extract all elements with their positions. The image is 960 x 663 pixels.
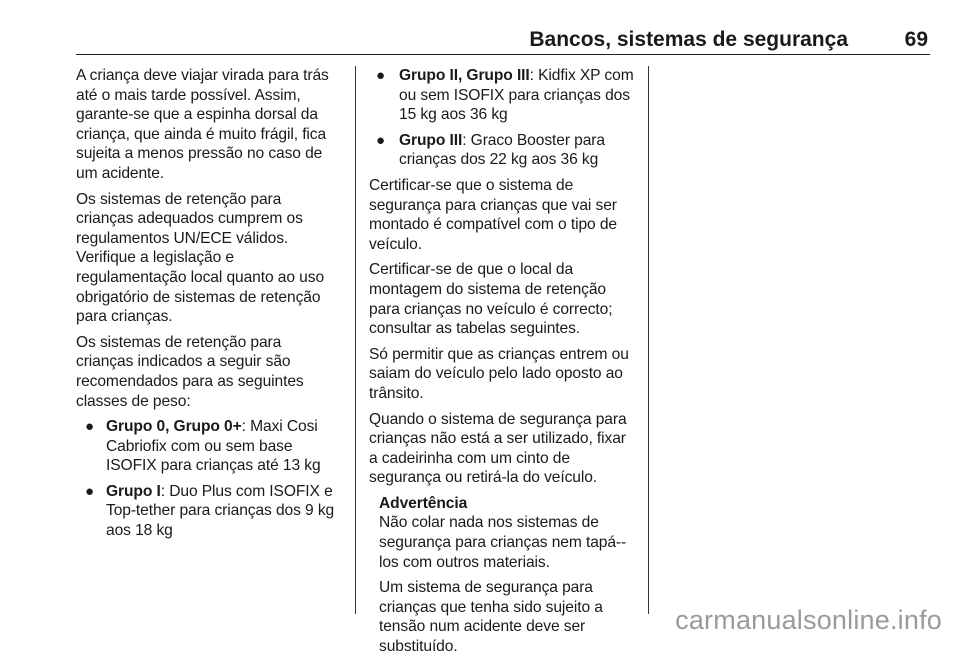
list-item-text: : Kidfix XP com ou sem ISOFIX para crianças dos 15 kg aos 36 kg bbox=[399, 67, 634, 124]
paragraph: Os sistemas de retenção para crianças indicados a seguir são recomendados para as seguintes classes de peso: bbox=[76, 333, 304, 410]
list-item bbox=[369, 131, 637, 170]
group-label: Grupo I bbox=[106, 482, 161, 500]
bullet-list bbox=[76, 417, 342, 541]
bullet-icon: ● bbox=[376, 131, 385, 149]
paragraph: A criança deve viajar virada para trás até o mais tarde possível. Assim, garante-se que a espinha dorsal da criança, que ainda é muito frágil, fica sujeita a menos pressão no caso de um acidente. bbox=[76, 67, 329, 182]
group-label: Grupo II, Grupo III bbox=[399, 67, 530, 84]
list-item-text: : Duo Plus com ISOFIX e Top-tether para crianças dos 9 kg aos 18 kg bbox=[106, 482, 335, 540]
bullet-list bbox=[369, 66, 637, 170]
right-column bbox=[369, 66, 637, 663]
bullet-icon: ● bbox=[85, 418, 94, 436]
warning-title: Advertência bbox=[379, 494, 468, 512]
section-title: Bancos, sistemas de segurança bbox=[529, 28, 848, 51]
bullet-icon: ● bbox=[85, 482, 94, 500]
group-label: Grupo III bbox=[399, 131, 463, 149]
warning-box bbox=[369, 494, 637, 657]
page-header bbox=[76, 28, 930, 55]
list-item bbox=[76, 482, 342, 541]
bullet-icon: ● bbox=[376, 67, 385, 84]
column-divider bbox=[355, 66, 356, 614]
warning-text: Não colar nada nos sistemas de segurança para crianças nem tapá--los com outros materiais. bbox=[379, 514, 627, 571]
paragraph: Certificar-se que o sistema de segurança para crianças que vai ser montado é compatível com o tipo de veículo. bbox=[369, 176, 617, 253]
paragraph: Certificar-se de que o local da montagem do sistema de retenção para crianças no veículo é correcto; consultar as tabelas seguintes. bbox=[369, 261, 613, 338]
list-item bbox=[369, 66, 637, 125]
paragraph: Só permitir que as crianças entrem ou saiam do veículo pelo lado oposto ao trânsito. bbox=[369, 345, 629, 402]
list-item-text: : Maxi Cosi Cabriofix com ou sem base ISOFIX para crianças até 13 kg bbox=[106, 418, 321, 475]
paragraph: Os sistemas de retenção para crianças adequados cumprem os regulamentos UN/ECE válidos. Verifique a legislação e regulamentação local quanto ao uso obrigatório de sistemas de retenção para crianças. bbox=[76, 190, 325, 326]
watermark: carmanualsonline.info bbox=[675, 605, 942, 635]
list-item-text: : Graco Booster para crianças dos 22 kg aos 36 kg bbox=[399, 131, 605, 169]
paragraph: Quando o sistema de segurança para crianças não está a ser utilizado, fixar a cadeirinha com um cinto de segurança ou retirá-la do veículo. bbox=[369, 410, 627, 487]
page-number: 69 bbox=[904, 28, 928, 51]
list-item bbox=[76, 417, 342, 476]
warning-text: Um sistema de segurança para crianças que tenha sido sujeito a tensão num acidente deve ser substituído. bbox=[379, 579, 603, 656]
group-label: Grupo 0, Grupo 0+ bbox=[106, 418, 242, 436]
column-divider bbox=[648, 66, 649, 614]
left-column bbox=[76, 66, 342, 547]
